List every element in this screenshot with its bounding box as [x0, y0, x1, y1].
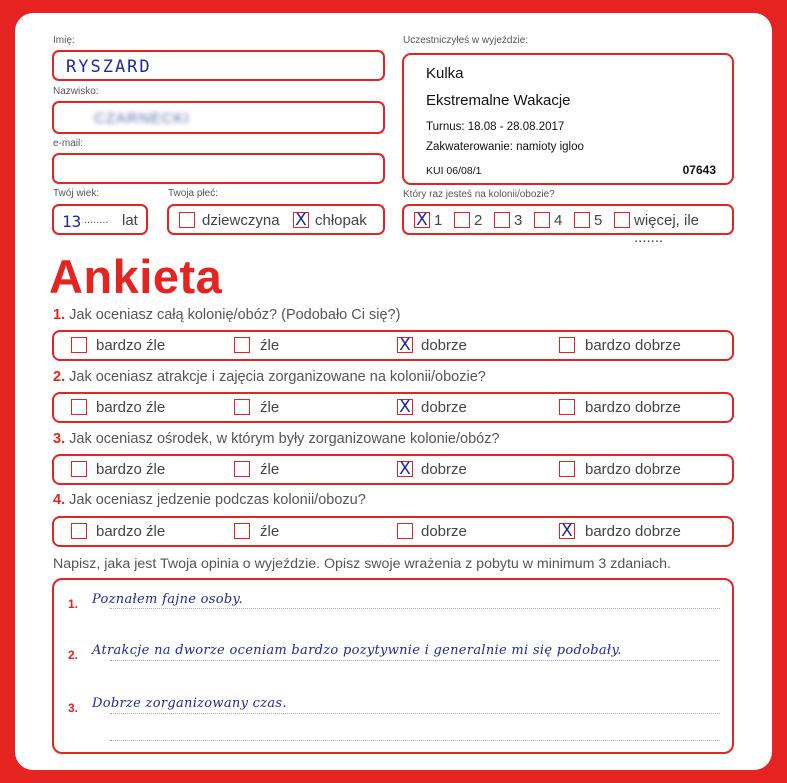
times-label: Który raz jesteś na kolonii/obozie?	[403, 189, 555, 200]
question-3	[53, 431, 500, 447]
times-more-label: więcej, ile .......	[634, 212, 700, 246]
q4-dobrze-checkbox[interactable]	[397, 523, 413, 539]
gender-female-checkbox[interactable]	[179, 212, 195, 228]
age-value: 13	[62, 212, 82, 231]
opinion-line-text: Poznałem fajne osoby.	[92, 592, 243, 607]
opinion-line-number: 1.	[68, 597, 79, 611]
q3-bardzo-dobrze-checkbox[interactable]	[559, 461, 575, 477]
rating-option-label: dobrze	[421, 461, 467, 478]
times-3-checkbox[interactable]	[494, 212, 510, 228]
q2-bardzo-zle-checkbox[interactable]	[71, 399, 87, 415]
rating-option-label: bardzo dobrze	[585, 523, 681, 540]
opinion-prompt: Napisz, jaka jest Twoja opinia o wyjeździe. Opisz swoje wrażenia z pobytu w minimum 3 zdaniach.	[53, 556, 671, 572]
opinion-line-number: 2.	[68, 648, 79, 662]
rating-option-label: źle	[260, 399, 280, 416]
q3-dobrze-checkbox[interactable]	[397, 461, 413, 477]
age-label: Twój wiek:	[53, 188, 100, 199]
ruled-line	[110, 660, 720, 661]
gender-field	[167, 204, 385, 235]
trip-number: 07643	[682, 163, 716, 177]
check-mark: X	[561, 521, 573, 541]
age-unit: lat	[122, 212, 138, 229]
rating-option-label: bardzo dobrze	[585, 399, 681, 416]
rating-option-label: źle	[260, 337, 280, 354]
rating-row-2	[52, 392, 734, 423]
turnus-value: 18.08 - 28.08.2017	[467, 121, 565, 133]
times-4-checkbox[interactable]	[534, 212, 550, 228]
opinion-line-text: Atrakcje na dworze oceniam bardzo pozytywnie i generalnie mi się podobały.	[92, 643, 622, 658]
times-more-checkbox[interactable]	[614, 212, 630, 228]
opinion-line-text: Dobrze zorganizowany czas.	[92, 696, 287, 711]
question-number: 3.	[53, 431, 66, 447]
question-text: Jak oceniasz atrakcje i zajęcia zorganizowane na kolonii/obozie?	[69, 369, 486, 385]
check-mark: X	[399, 335, 411, 355]
times-5-label: 5	[594, 212, 603, 229]
age-dots: ........	[84, 214, 109, 226]
question-number: 1.	[53, 307, 66, 323]
q4-bardzo-dobrze-checkbox[interactable]	[559, 523, 575, 539]
rating-row-3	[52, 454, 734, 485]
rating-option-label: źle	[260, 461, 280, 478]
rating-row-1	[52, 330, 734, 361]
gender-female-label: dziewczyna	[202, 212, 280, 229]
q1-dobrze-checkbox[interactable]	[397, 337, 413, 353]
check-mark: X	[295, 210, 307, 230]
trip-code: KUI 06/08/1	[426, 165, 482, 177]
rating-option-label: dobrze	[421, 523, 467, 540]
question-text: Jak oceniasz jedzenie podczas kolonii/obozu?	[69, 492, 366, 508]
rating-row-4	[52, 516, 734, 547]
rating-option-label: bardzo źle	[96, 399, 166, 416]
times-5-checkbox[interactable]	[574, 212, 590, 228]
times-4-label: 4	[554, 212, 563, 229]
q2-zle-checkbox[interactable]	[234, 399, 250, 415]
ruled-line	[110, 608, 720, 609]
email-label: e-mail:	[53, 138, 84, 149]
ruled-line	[110, 740, 720, 741]
gender-label: Twoja płeć:	[168, 188, 219, 199]
times-1-label: 1	[434, 212, 443, 229]
q3-zle-checkbox[interactable]	[234, 461, 250, 477]
check-mark: X	[399, 459, 411, 479]
trip-label: Uczestniczyłeś w wyjeździe:	[403, 35, 529, 46]
surname-field[interactable]	[52, 101, 385, 134]
stay-label: Zakwaterowanie:	[426, 141, 513, 153]
rating-option-label: bardzo źle	[96, 461, 166, 478]
turnus-row	[426, 121, 564, 133]
question-text: Jak oceniasz całą kolonię/obóz? (Podobało Ci się?)	[69, 307, 401, 323]
check-mark: X	[416, 210, 428, 230]
question-1	[53, 307, 400, 323]
question-4	[53, 492, 366, 508]
rating-option-label: dobrze	[421, 399, 467, 416]
q3-bardzo-zle-checkbox[interactable]	[71, 461, 87, 477]
times-2-label: 2	[474, 212, 483, 229]
rating-option-label: bardzo źle	[96, 523, 166, 540]
rating-option-label: bardzo dobrze	[585, 337, 681, 354]
question-2	[53, 369, 486, 385]
times-3-label: 3	[514, 212, 523, 229]
check-mark: X	[399, 397, 411, 417]
q1-bardzo-zle-checkbox[interactable]	[71, 337, 87, 353]
times-field	[402, 204, 734, 246]
name-value: RYSZARD	[66, 57, 152, 77]
question-number: 4.	[53, 492, 66, 508]
times-1-checkbox[interactable]	[414, 212, 430, 228]
trip-line2: Ekstremalne Wakacje	[426, 92, 571, 109]
rating-option-label: źle	[260, 523, 280, 540]
trip-info-box	[402, 53, 734, 185]
opinion-box[interactable]	[52, 578, 734, 754]
survey-title: Ankieta	[49, 250, 223, 303]
times-2-checkbox[interactable]	[454, 212, 470, 228]
rating-option-label: dobrze	[421, 337, 467, 354]
survey-sheet	[15, 13, 772, 770]
rating-option-label: bardzo dobrze	[585, 461, 681, 478]
q2-dobrze-checkbox[interactable]	[397, 399, 413, 415]
q4-zle-checkbox[interactable]	[234, 523, 250, 539]
stay-value: namioty igloo	[516, 141, 584, 153]
age-field[interactable]	[52, 204, 148, 235]
q1-bardzo-dobrze-checkbox[interactable]	[559, 337, 575, 353]
question-number: 2.	[53, 369, 66, 385]
trip-line1: Kulka	[426, 65, 464, 82]
surname-value: CZARNECKI	[94, 110, 190, 127]
email-field[interactable]	[52, 153, 385, 184]
gender-male-label: chłopak	[315, 212, 367, 229]
name-field[interactable]	[52, 50, 385, 81]
name-label: Imię:	[53, 35, 75, 46]
question-text: Jak oceniasz ośrodek, w którym były zorganizowane kolonie/obóz?	[69, 431, 500, 447]
gender-male-checkbox[interactable]	[293, 212, 309, 228]
q1-zle-checkbox[interactable]	[234, 337, 250, 353]
rating-option-label: bardzo źle	[96, 337, 166, 354]
ruled-line	[110, 713, 720, 714]
stay-row	[426, 141, 584, 153]
opinion-line-number: 3.	[68, 701, 79, 715]
q4-bardzo-zle-checkbox[interactable]	[71, 523, 87, 539]
q2-bardzo-dobrze-checkbox[interactable]	[559, 399, 575, 415]
turnus-label: Turnus:	[426, 121, 465, 133]
surname-label: Nazwisko:	[53, 86, 99, 97]
